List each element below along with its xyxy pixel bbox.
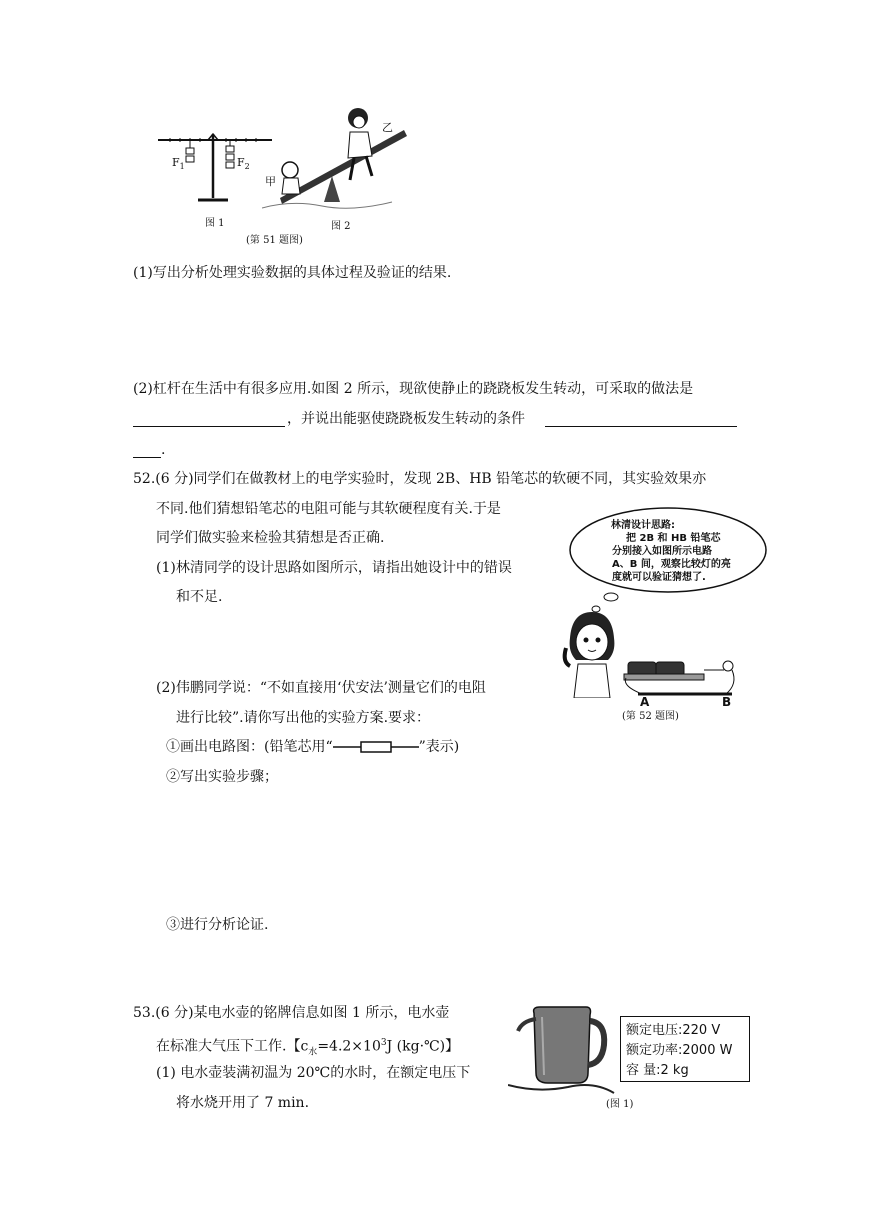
kettle-nameplate <box>620 1016 750 1082</box>
q52-req2: ②写出实验步骤； <box>166 769 278 785</box>
bubble-line-1: 林清设计思路: <box>611 520 675 531</box>
jia-label: 甲 <box>265 175 276 188</box>
fig52-caption: (第 52 题图) <box>622 711 679 722</box>
q52-line2: 不同.他们猜想铅笔芯的电阻可能与其软硬程度有关.于是 <box>156 501 501 517</box>
answer-blank-2-cont[interactable] <box>133 457 161 458</box>
terminal-b-label: B <box>722 695 732 709</box>
fig51-caption: (第 51 题图) <box>246 235 303 246</box>
rated-power: 额定功率:2000 W <box>626 1043 733 1058</box>
f2-label: $F_2$ <box>237 156 250 172</box>
q53-line1: 53.(6 分)某电水壶的铭牌信息如图 1 所示，电水壶 <box>133 1005 450 1021</box>
q53-p1-line2: 将水烧开用了 7 min. <box>176 1095 310 1111</box>
q52-p2-line2: 进行比较”.请你写出他的实验方案.要求： <box>176 710 431 726</box>
q52-req3: ③进行分析论证. <box>166 917 269 933</box>
bubble-line-2: 把 2B 和 HB 铅笔芯 <box>626 533 721 544</box>
circuit-diagram <box>620 652 740 698</box>
q52-line1: 52.(6 分)同学们在做教材上的电学实验时，发现 2B、HB 铅笔芯的软硬不同，其实验效果亦 <box>133 471 707 487</box>
q51-part2-line2: ，并说出能驱使跷跷板发生转动的条件 <box>287 411 525 427</box>
bubble-line-3: 分别接入如图所示电路 <box>612 546 712 557</box>
bubble-line-5: 度就可以验证猜想了. <box>612 572 706 583</box>
q52-p1-line1: (1)林清同学的设计思路如图所示，请指出她设计中的错误 <box>156 560 512 576</box>
yi-label: 乙 <box>382 121 393 134</box>
girl-illustration <box>562 608 622 698</box>
answer-blank-1[interactable] <box>133 426 285 427</box>
q52-line3: 同学们做实验来检验其猜想是否正确. <box>156 530 385 546</box>
bubble-line-4: A、B 间，观察比较灯的亮 <box>612 559 731 570</box>
terminal-a-label: A <box>640 695 650 709</box>
resistor-symbol-icon <box>333 740 419 754</box>
q51-period: . <box>161 442 166 458</box>
q53-p1-line1: (1) 电水壶装满初温为 20℃的水时，在额定电压下 <box>156 1065 471 1081</box>
electric-kettle-figure <box>508 1003 618 1095</box>
capacity: 容 量:2 kg <box>626 1063 689 1078</box>
fig53-caption: (图 1) <box>606 1099 634 1110</box>
q52-p2-line1: (2)伟鹏同学说：“不如直接用‘伏安法’测量它们的电阻 <box>156 680 486 696</box>
lever-balance-figure <box>150 130 275 215</box>
q53-line2: 在标准大气压下工作.【$c_水=4.2\times 10^3J$ (kg·℃)】 <box>156 1038 460 1058</box>
q52-p1-line2: 和不足. <box>176 589 223 605</box>
q51-part2-line1: (2)杠杆在生活中有很多应用.如图 2 所示，现欲使静止的跷跷板发生转动，可采取的做法是 <box>133 381 694 397</box>
rated-voltage: 额定电压:220 V <box>626 1023 721 1038</box>
f1-label: $F_1$ <box>172 156 185 172</box>
fig1-caption: 图 1 <box>205 218 225 229</box>
answer-blank-2[interactable] <box>545 426 737 427</box>
fig2-caption: 图 2 <box>331 221 351 232</box>
q52-req1: ①画出电路图：(铅笔芯用“ ”表示) <box>166 739 460 755</box>
q51-part1: (1)写出分析处理实验数据的具体过程及验证的结果. <box>133 265 452 281</box>
